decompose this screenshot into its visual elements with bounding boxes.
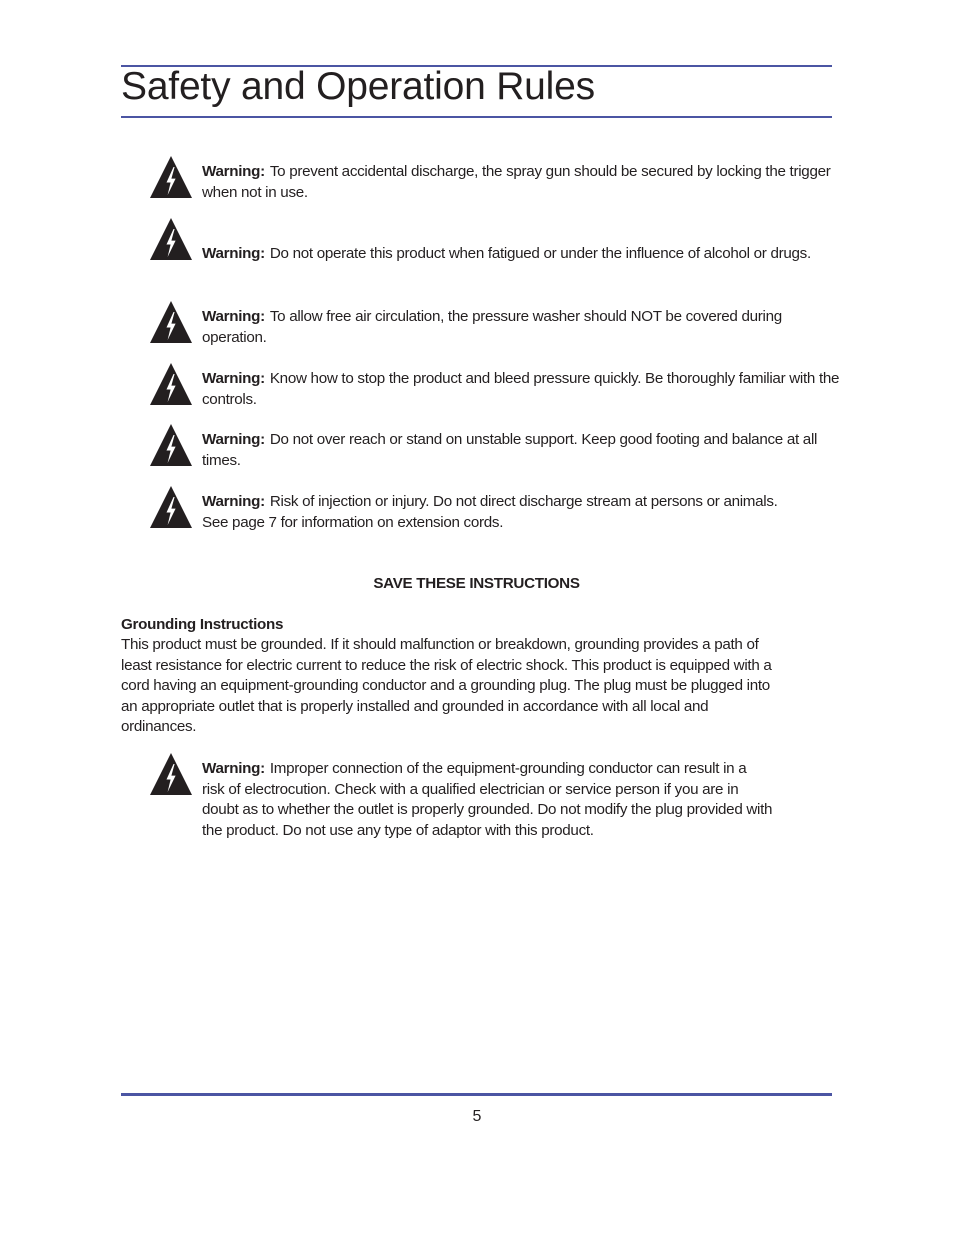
warning-line: Do not operate this product when fatigued or under the influence of alcohol or drugs. — [269, 245, 811, 262]
warning-line: Risk of injection or injury. Do not direct discharge stream at persons or animals. — [269, 493, 778, 510]
footer-rule — [121, 1093, 832, 1096]
warning-line: controls. — [202, 390, 257, 408]
high-voltage-warning-icon — [149, 155, 193, 199]
high-voltage-warning-icon — [149, 423, 193, 467]
warning-text — [202, 307, 782, 348]
warning-label: Warning: — [202, 245, 265, 262]
high-voltage-warning-icon — [149, 362, 193, 406]
header-bottom-rule — [121, 116, 832, 118]
warning-line: To prevent accidental discharge, the spray gun should be secured by locking the trigger — [269, 163, 831, 180]
paragraph-line: This product must be grounded. If it should malfunction or breakdown, grounding provides a path of — [121, 636, 759, 653]
warning-text — [202, 430, 817, 471]
warning-line: Improper connection of the equipment-grounding conductor can result in a — [269, 760, 747, 777]
paragraph-line: ordinances. — [121, 718, 197, 736]
page-number: 5 — [472, 1108, 482, 1125]
warning-text — [202, 244, 811, 265]
warning-text — [202, 759, 772, 841]
warning-line: operation. — [202, 328, 267, 346]
warning-text — [202, 492, 778, 533]
warning-line: Do not over reach or stand on unstable support. Keep good footing and balance at all — [269, 431, 818, 448]
warning-line: risk of electrocution. Check with a qualified electrician or service person if you are in — [202, 780, 739, 798]
high-voltage-warning-icon — [149, 217, 193, 261]
warning-line: See page 7 for information on extension cords. — [202, 513, 504, 531]
paragraph-line: an appropriate outlet that is properly installed and grounded in accordance with all local and — [121, 697, 709, 715]
grounding-heading: Grounding Instructions — [121, 616, 284, 633]
high-voltage-warning-icon — [149, 300, 193, 344]
warning-label: Warning: — [202, 493, 265, 510]
high-voltage-warning-icon — [149, 752, 193, 796]
warning-text — [202, 162, 831, 203]
warning-label: Warning: — [202, 308, 265, 325]
page-title: Safety and Operation Rules — [121, 65, 595, 108]
paragraph-line: least resistance for electric current to reduce the risk of electric shock. This product is equipped with a — [121, 656, 772, 674]
warning-line: the product. Do not use any type of adaptor with this product. — [202, 821, 594, 839]
warning-line: doubt as to whether the outlet is properly grounded. Do not modify the plug provided with — [202, 801, 773, 818]
grounding-paragraph — [121, 635, 772, 738]
warning-text — [202, 369, 839, 410]
warning-label: Warning: — [202, 760, 265, 777]
save-instructions-heading: SAVE THESE INSTRUCTIONS — [373, 575, 580, 592]
warning-label: Warning: — [202, 163, 265, 180]
warning-line: Know how to stop the product and bleed pressure quickly. Be thoroughly familiar with the — [269, 370, 840, 387]
warning-line: To allow free air circulation, the pressure washer should NOT be covered during — [269, 308, 782, 325]
warning-label: Warning: — [202, 370, 265, 387]
warning-line: times. — [202, 451, 241, 469]
warning-label: Warning: — [202, 431, 265, 448]
paragraph-line: cord having an equipment-grounding conductor and a grounding plug. The plug must be plugged into — [121, 677, 770, 695]
high-voltage-warning-icon — [149, 485, 193, 529]
warning-line: when not in use. — [202, 183, 308, 201]
